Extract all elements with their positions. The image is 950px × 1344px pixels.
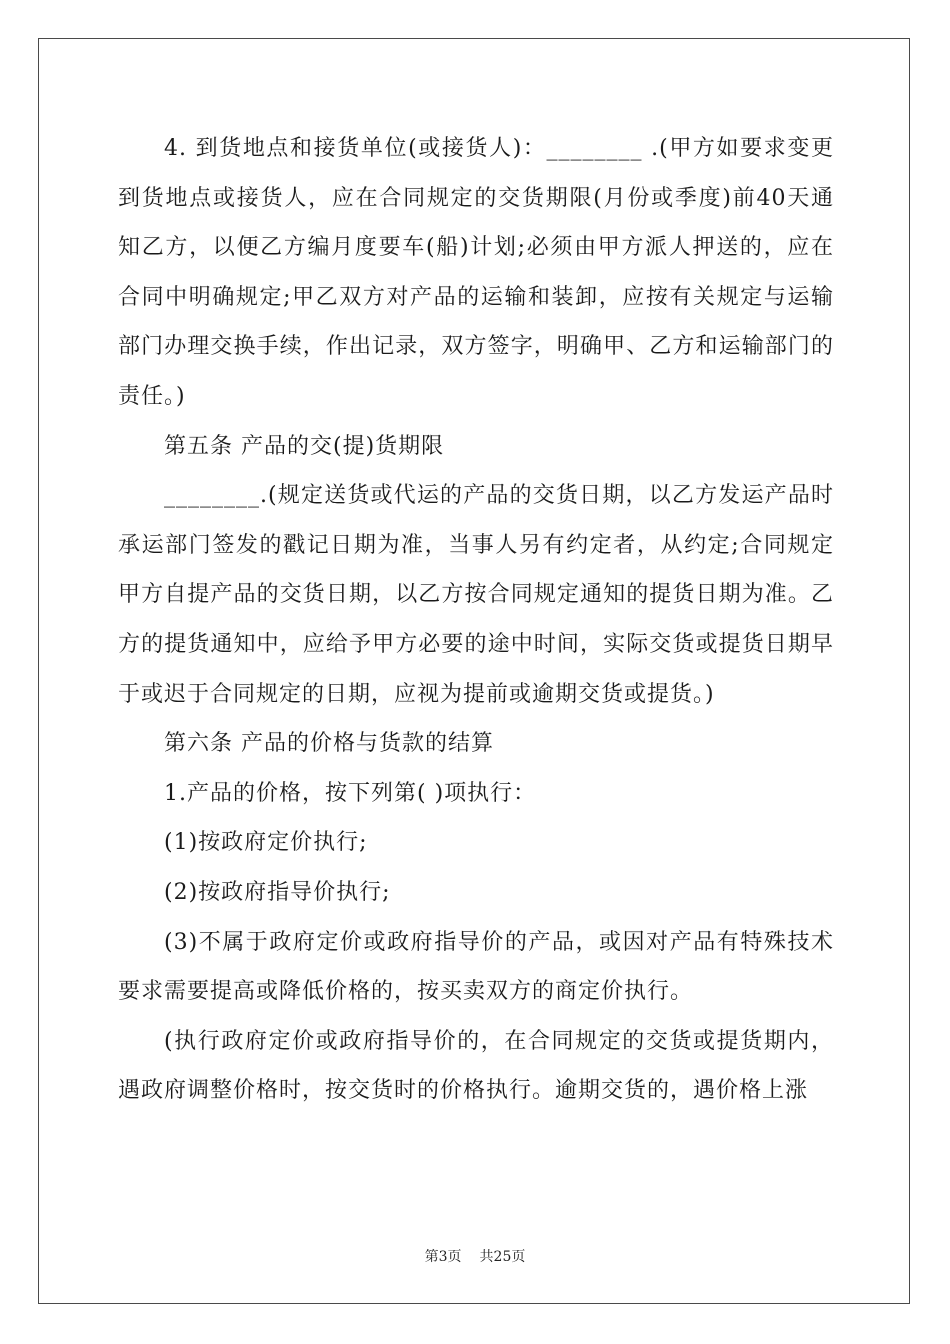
paragraph-article-5-body: ________.(规定送货或代运的产品的交货日期，以乙方发运产品时承运部门签发的戳记日期为准，当事人另有约定者，从约定;合同规定甲方自提产品的交货日期，以乙方按合同规定通知的提货日期为准。乙方的提货通知中，应给予甲方必要的途中时间，实际交货或提货日期早于或迟于合同规定的日期，应视为提前或逾期交货或提货。) <box>118 483 834 707</box>
article-6-heading: 第六条 产品的价格与货款的结算 <box>164 731 494 757</box>
paragraph-price-option-2: (2)按政府指导价执行; <box>164 879 391 905</box>
paragraph-delivery-location: 4. 到货地点和接货单位(或接货人)：________ .(甲方如要求变更到货地点或接货人，应在合同规定的交货期限(月份或季度)前40天通知乙方，以便乙方编月度要车(船)计划;必须由甲方派人押送的，应在合同中明确规定;甲乙双方对产品的运输和装卸，应按有关规定与运输部门办理交换手续，作出记录，双方签字，明确甲、乙方和运输部门的责任。) <box>118 136 834 409</box>
page-footer <box>0 1246 950 1266</box>
paragraph-price-note: (执行政府定价或政府指导价的，在合同规定的交货或提货期内，遇政府调整价格时，按交货时的价格执行。逾期交货的，遇价格上涨 <box>118 1028 834 1104</box>
paragraph-price-option-3: (3)不属于政府定价或政府指导价的产品，或因对产品有特殊技术要求需要提高或降低价格的，按买卖双方的商定价执行。 <box>118 929 834 1005</box>
paragraph-price-option-1: (1)按政府定价执行; <box>164 830 368 856</box>
page-number-label: 第3页 <box>424 1249 462 1265</box>
article-5-heading: 第五条 产品的交(提)货期限 <box>164 433 445 459</box>
page-total-label: 共25页 <box>479 1249 526 1265</box>
paragraph-price-item-1: 1.产品的价格，按下列第( )项执行： <box>164 780 537 806</box>
document-body <box>118 124 834 1116</box>
